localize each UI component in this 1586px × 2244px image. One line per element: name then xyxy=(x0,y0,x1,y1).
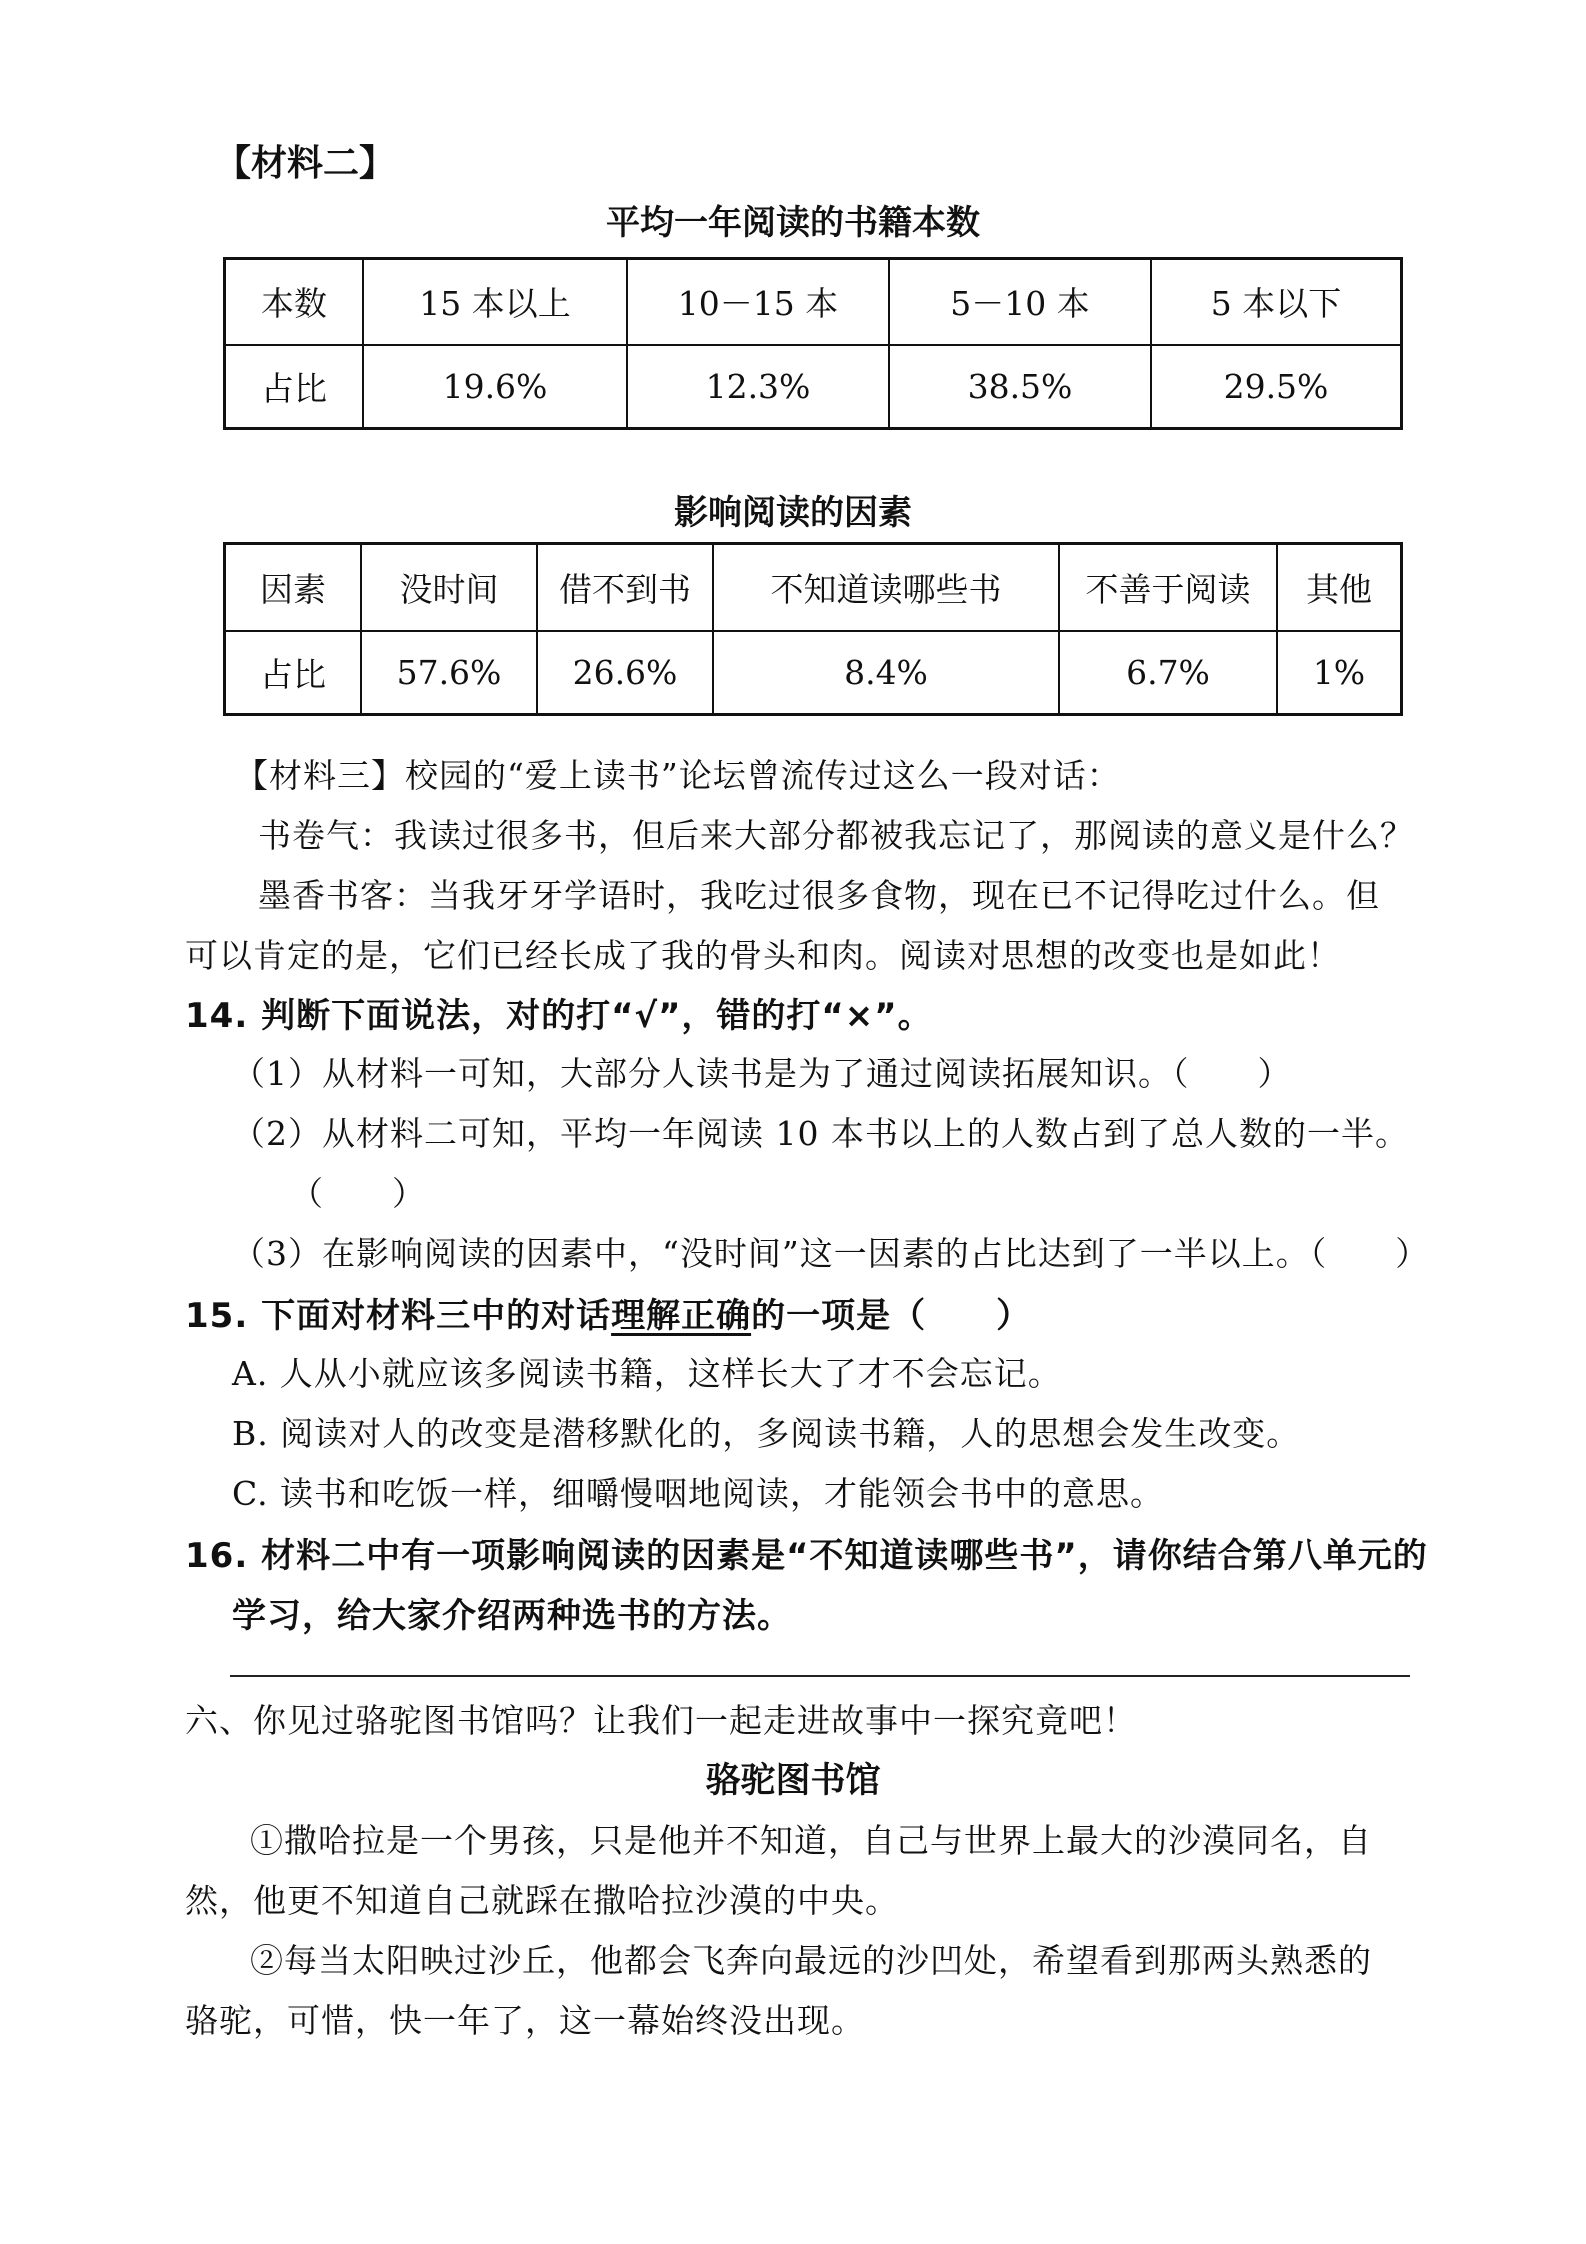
table-header-cell: 因素 xyxy=(225,544,362,631)
question-15-stem-post: 的一项是（ ） xyxy=(751,1296,1032,1336)
table-row xyxy=(225,345,1402,429)
question-14-stem: 14. 判断下面说法，对的打“√”，错的打“×”。 xyxy=(185,996,933,1036)
question-16-stem: 16. 材料二中有一项影响阅读的因素是“不知道读哪些书”，请你结合第八单元的 xyxy=(185,1536,1428,1576)
table-header-cell: 5－10 本 xyxy=(889,259,1151,345)
question-15-stem-underlined: 理解正确 xyxy=(611,1296,752,1336)
table-header-cell: 10－15 本 xyxy=(627,259,889,345)
material3-dialogue-1: 书卷气：我读过很多书，但后来大部分都被我忘记了，那阅读的意义是什么？ xyxy=(258,816,1414,855)
question-15-option-a: A. 人从小就应该多阅读书籍，这样长大了才不会忘记。 xyxy=(232,1354,1062,1393)
material3-dialogue-2: 墨香书客：当我牙牙学语时，我吃过很多食物，现在已不记得吃过什么。但 xyxy=(258,876,1380,915)
table-row xyxy=(225,631,1402,715)
material3-intro: 【材料三】校园的“爱上读书”论坛曾流传过这么一段对话： xyxy=(235,756,1121,795)
table-row xyxy=(225,544,1402,631)
question-14-item-1: （1）从材料一可知，大部分人读书是为了通过阅读拓展知识。（ ） xyxy=(232,1054,1292,1093)
table-cell: 12.3% xyxy=(627,345,889,429)
table-header-cell: 借不到书 xyxy=(537,544,713,631)
story-paragraph-1: ①撒哈拉是一个男孩，只是他并不知道，自己与世界上最大的沙漠同名，自 xyxy=(250,1821,1372,1860)
table-cell: 19.6% xyxy=(363,345,627,429)
table2-title: 影响阅读的因素 xyxy=(674,493,912,533)
table-cell: 8.4% xyxy=(713,631,1059,715)
story-paragraph-1-cont: 然，他更不知道自己就踩在撒哈拉沙漠的中央。 xyxy=(185,1881,899,1920)
answer-line xyxy=(230,1675,1410,1677)
reading-factors-table xyxy=(223,542,1403,716)
question-14-item-3: （3）在影响阅读的因素中，“没时间”这一因素的占比达到了一半以上。（ ） xyxy=(232,1234,1430,1273)
books-per-year-table xyxy=(223,257,1403,430)
story-paragraph-2-cont: 骆驼，可惜，快一年了，这一幕始终没出现。 xyxy=(185,2001,865,2040)
question-15-stem xyxy=(185,1288,1031,1337)
table-cell: 38.5% xyxy=(889,345,1151,429)
table-cell: 1% xyxy=(1277,631,1402,715)
story-paragraph-2: ②每当太阳映过沙丘，他都会飞奔向最远的沙凹处，希望看到那两头熟悉的 xyxy=(250,1941,1372,1980)
question-14-item-2-blank: （ ） xyxy=(290,1174,426,1213)
table-header-cell: 15 本以上 xyxy=(363,259,627,345)
material3-dialogue-2-cont: 可以肯定的是，它们已经长成了我的骨头和肉。阅读对思想的改变也是如此！ xyxy=(185,936,1341,975)
question-16-stem-cont: 学习，给大家介绍两种选书的方法。 xyxy=(232,1596,792,1636)
table-header-cell: 没时间 xyxy=(361,544,537,631)
table-header-cell: 不知道读哪些书 xyxy=(713,544,1059,631)
question-15-option-c: C. 读书和吃饭一样，细嚼慢咽地阅读，才能领会书中的意思。 xyxy=(232,1474,1165,1513)
table-cell: 占比 xyxy=(225,345,364,429)
material2-label: 【材料二】 xyxy=(215,143,396,184)
question-14-item-2: （2）从材料二可知，平均一年阅读 10 本书以上的人数占到了总人数的一半。 xyxy=(232,1114,1409,1153)
table-cell: 26.6% xyxy=(537,631,713,715)
question-15-stem-pre: 15. 下面对材料三中的对话 xyxy=(185,1296,612,1336)
question-15-option-b: B. 阅读对人的改变是潜移默化的，多阅读书籍，人的思想会发生改变。 xyxy=(232,1414,1301,1453)
table-header-cell: 其他 xyxy=(1277,544,1402,631)
table-header-cell: 本数 xyxy=(225,259,364,345)
section-6-heading: 六、你见过骆驼图书馆吗？让我们一起走进故事中一探究竟吧！ xyxy=(185,1701,1137,1740)
table-cell: 57.6% xyxy=(361,631,537,715)
table-cell: 占比 xyxy=(225,631,362,715)
table-row xyxy=(225,259,1402,345)
table-header-cell: 不善于阅读 xyxy=(1059,544,1277,631)
table1-title: 平均一年阅读的书籍本数 xyxy=(606,203,980,243)
story-title: 骆驼图书馆 xyxy=(705,1761,881,1801)
table-cell: 29.5% xyxy=(1151,345,1402,429)
table-header-cell: 5 本以下 xyxy=(1151,259,1402,345)
table-cell: 6.7% xyxy=(1059,631,1277,715)
